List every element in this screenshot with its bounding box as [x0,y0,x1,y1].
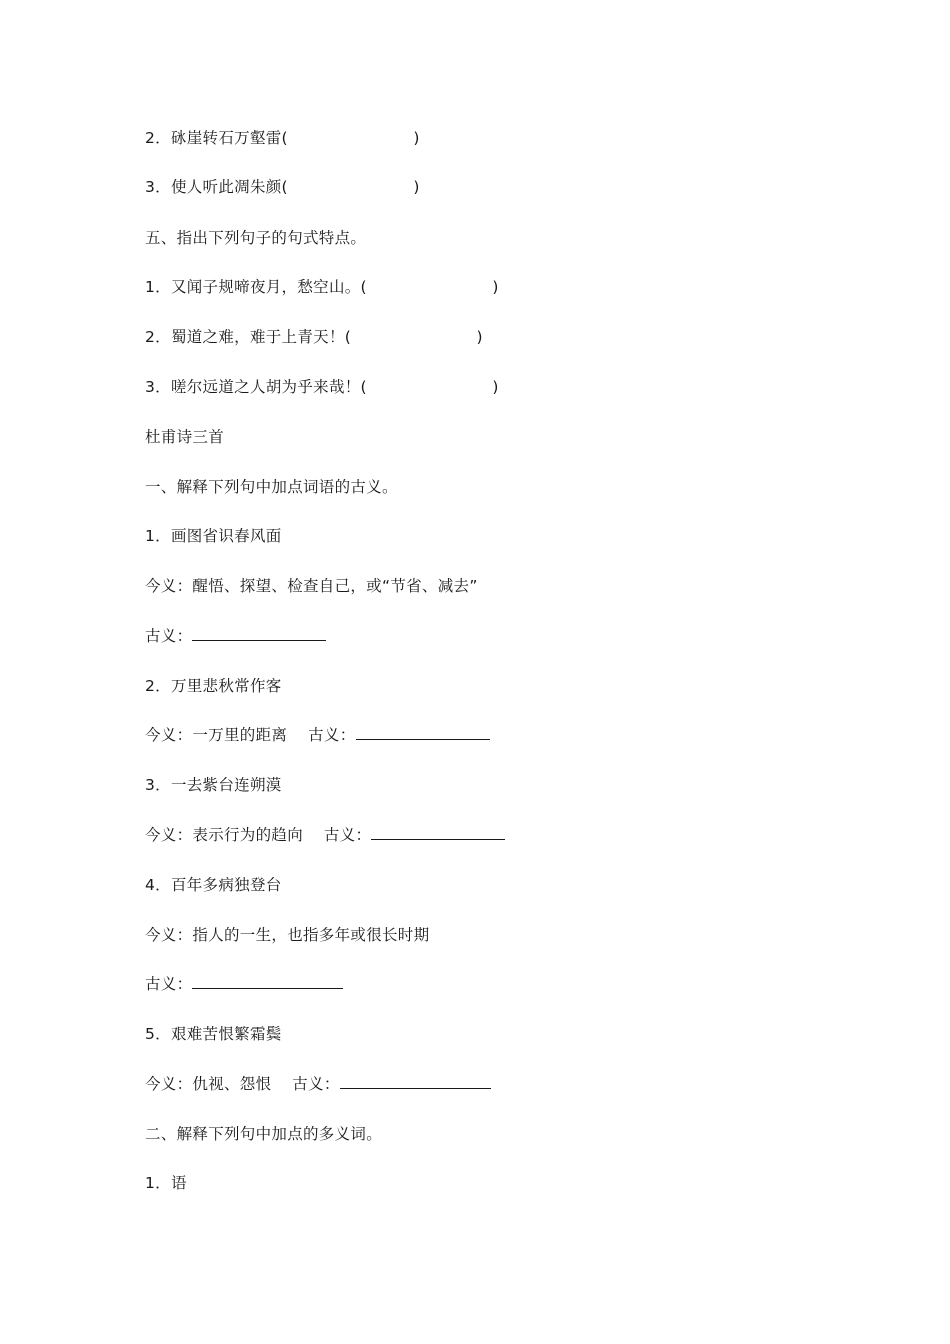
answer-blank[interactable] [356,725,490,740]
answer-blank[interactable] [192,626,326,641]
word-1-ancient-meaning-row [145,626,326,646]
section-1-heading: 一、解释下列句中加点词语的古义。 [145,478,398,496]
section-5-heading: 五、指出下列句子的句式特点。 [145,229,367,247]
word-5-meaning-row [145,1074,491,1094]
word-1-sentence: 1．画图省识春风面 [145,527,282,545]
question-5-2: 2．蜀道之难，难于上青天！( ) [145,328,483,346]
word-1-modern-meaning: 今义：醒悟、探望、检查自己，或“节省、减去” [145,577,478,595]
section-2-heading: 二、解释下列句中加点的多义词。 [145,1125,383,1143]
word-4-sentence: 4．百年多病独登台 [145,876,282,894]
word-2-meaning-row [145,725,490,745]
ancient-meaning-label: 古义： [145,627,193,645]
question-4-3: 3．使人听此凋朱颜( ) [145,178,420,196]
word-4-ancient-meaning-row [145,974,343,994]
meaning-text: 今义：仇视、怨恨 古义： [145,1075,340,1093]
question-5-3: 3．嗟尔远道之人胡为乎来哉！( ) [145,378,499,396]
word-3-meaning-row [145,825,505,845]
section-title: 杜甫诗三首 [145,428,225,446]
question-4-2: 2．砯崖转石万壑雷( ) [145,129,420,147]
ancient-meaning-label: 古义： [145,975,193,993]
answer-blank[interactable] [371,825,505,840]
meaning-text: 今义：一万里的距离 古义： [145,726,356,744]
word-2-sentence: 2．万里悲秋常作客 [145,677,282,695]
answer-blank[interactable] [192,974,343,989]
question-5-1: 1．又闻子规啼夜月，愁空山。( ) [145,278,499,296]
word-3-sentence: 3．一去紫台连朔漠 [145,776,282,794]
answer-blank[interactable] [340,1074,491,1089]
polysemy-1: 1．语 [145,1174,187,1192]
word-4-modern-meaning: 今义：指人的一生，也指多年或很长时期 [145,926,430,944]
meaning-text: 今义：表示行为的趋向 古义： [145,826,372,844]
word-5-sentence: 5．艰难苦恨繁霜鬓 [145,1025,282,1043]
